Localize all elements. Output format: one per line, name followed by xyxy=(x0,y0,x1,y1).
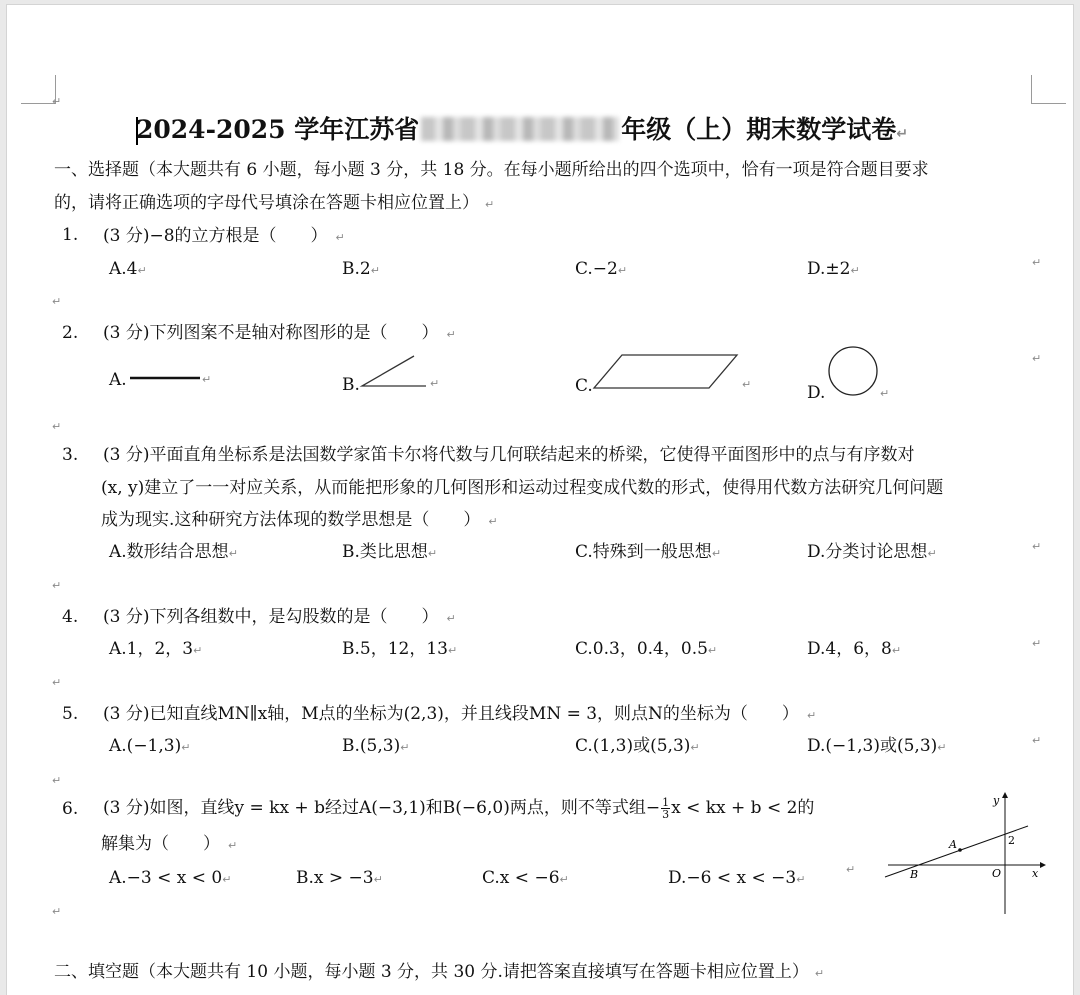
question-2-option-b[interactable]: B. xyxy=(342,375,360,395)
question-4-option-a[interactable]: A.1，2，3↵ xyxy=(109,639,203,659)
paragraph-mark: ↵ xyxy=(1032,540,1042,553)
paragraph-mark: ↵ xyxy=(1032,352,1042,365)
paragraph-mark: ↵ xyxy=(52,676,62,689)
title-suffix: 年级（上）期末数学试卷 xyxy=(621,115,897,144)
question-6-number: 6. xyxy=(62,799,79,819)
point-b-label: B xyxy=(910,868,919,881)
paragraph-mark: ↵ xyxy=(430,377,440,390)
paragraph-mark: ↵ xyxy=(52,579,62,592)
question-5-text[interactable]: (3 分)已知直线MN∥x轴，M点的坐标为(2,3)，并且线段MN = 3，则点N的坐标为（ ） ↵ xyxy=(103,704,817,724)
x-axis-arrow xyxy=(1040,862,1046,868)
y-axis-arrow xyxy=(1002,792,1008,798)
question-6-text[interactable]: (3 分)如图，直线y = kx + b经过A(−3,1)和B(−6,0)两点，则不等式组− $\frac{1}{3}$ x < kx + b < 2的 xyxy=(103,796,815,821)
x-axis-label: x xyxy=(1032,867,1039,880)
section2-line1[interactable]: 二、填空题（本大题共有 10 小题，每小题 3 分，共 30 分.请把答案直接填写在答题卡相应位置上） ↵ xyxy=(54,962,825,982)
title-prefix: 2024-2025 学年江苏省 xyxy=(136,115,420,144)
question-5-option-d[interactable]: D.(−1,3)或(5,3)↵ xyxy=(807,736,947,756)
question-1-text[interactable]: (3 分)−8的立方根是（ ） ↵ xyxy=(103,226,345,246)
point-a-dot xyxy=(958,848,962,852)
question-3-option-b[interactable]: B.类比思想↵ xyxy=(342,542,438,562)
question-3-line-1[interactable]: (3 分)平面直角坐标系是法国数学家笛卡尔将代数与几何联结起来的桥梁，它使得平面图形中的点与有序数对 xyxy=(103,445,915,465)
paragraph-mark: ↵ xyxy=(52,905,62,918)
question-3-line-3[interactable]: 成为现实.这种研究方法体现的数学思想是（ ） ↵ xyxy=(101,510,498,530)
section1-line1[interactable]: 一、选择题（本大题共有 6 小题，每小题 3 分，共 18 分。在每小题所给出的四个选项中，恰有一项是符合题目要求 xyxy=(54,160,929,180)
parallelogram-figure xyxy=(594,355,737,388)
paragraph-mark: ↵ xyxy=(1032,734,1042,747)
question-2-number: 2. xyxy=(62,323,79,343)
question-4-option-c[interactable]: C.0.3，0.4，0.5↵ xyxy=(575,639,718,659)
question-5-number: 5. xyxy=(62,704,79,724)
point-a-label: A xyxy=(949,838,957,851)
question-3-option-c[interactable]: C.特殊到一般思想↵ xyxy=(575,542,722,562)
question-2-option-a[interactable]: A. xyxy=(109,370,127,390)
question-2-option-c[interactable]: C. xyxy=(575,376,593,396)
paragraph-mark: ↵ xyxy=(1032,637,1042,650)
question-1-number: 1. xyxy=(62,225,79,245)
paragraph-mark: ↵ xyxy=(846,863,856,876)
question-4-text[interactable]: (3 分)下列各组数中，是勾股数的是（ ） ↵ xyxy=(103,607,456,627)
question-1-option-d[interactable]: D.±2↵ xyxy=(807,259,860,279)
question-4-number: 4. xyxy=(62,607,79,627)
paragraph-mark: ↵ xyxy=(202,373,212,386)
question-6-option-c[interactable]: C.x < −6↵ xyxy=(482,868,569,888)
fraction-one-third: $\frac{1}{3}$ xyxy=(662,796,670,821)
paragraph-mark: ↵ xyxy=(1032,256,1042,269)
paragraph-mark: ↵ xyxy=(880,387,890,400)
question-4-option-b[interactable]: B.5，12，13↵ xyxy=(342,639,458,659)
tick-label-2: 2 xyxy=(1008,834,1015,847)
question-5-option-b[interactable]: B.(5,3)↵ xyxy=(342,736,410,756)
origin-label: O xyxy=(992,867,1002,880)
paragraph-mark: ↵ xyxy=(52,420,62,433)
paragraph-mark: ↵ xyxy=(52,95,62,108)
question-5-option-c[interactable]: C.(1,3)或(5,3)↵ xyxy=(575,736,700,756)
question-4-option-d[interactable]: D.4，6，8↵ xyxy=(807,639,902,659)
line-y-kx-b xyxy=(885,826,1028,877)
question-6-graph xyxy=(880,786,1050,918)
section1-line2[interactable]: 的，请将正确选项的字母代号填涂在答题卡相应位置上） ↵ xyxy=(54,193,495,213)
question-6-option-b[interactable]: B.x > −3↵ xyxy=(296,868,383,888)
question-3-line-2[interactable]: (x, y)建立了一一对应关系，从而能把形象的几何图形和运动过程变成代数的形式，使得用代数方法研究几何问题 xyxy=(101,478,944,498)
question-1-option-a[interactable]: A.4↵ xyxy=(109,259,147,279)
question-2-text[interactable]: (3 分)下列图案不是轴对称图形的是（ ） ↵ xyxy=(103,323,456,343)
paragraph-mark: ↵ xyxy=(52,774,62,787)
question-5-option-a[interactable]: A.(−1,3)↵ xyxy=(109,736,191,756)
question-3-number: 3. xyxy=(62,445,79,465)
paragraph-mark: ↵ xyxy=(52,295,62,308)
question-3-option-a[interactable]: A.数形结合思想↵ xyxy=(109,542,238,562)
paragraph-mark: ↵ xyxy=(896,126,908,142)
question-2-option-d[interactable]: D. xyxy=(807,383,826,403)
y-axis-label: y xyxy=(993,794,1000,807)
question-6-line-2[interactable]: 解集为（ ） ↵ xyxy=(101,834,238,854)
question-1-option-b[interactable]: B.2↵ xyxy=(342,259,380,279)
question-1-option-c[interactable]: C.−2↵ xyxy=(575,259,628,279)
question-6-option-a[interactable]: A.−3 < x < 0↵ xyxy=(109,868,232,888)
circle-figure xyxy=(829,347,877,395)
question-6-option-d[interactable]: D.−6 < x < −3↵ xyxy=(668,868,806,888)
paragraph-mark: ↵ xyxy=(742,378,752,391)
angle-figure xyxy=(362,356,426,386)
question-3-option-d[interactable]: D.分类讨论思想↵ xyxy=(807,542,937,562)
